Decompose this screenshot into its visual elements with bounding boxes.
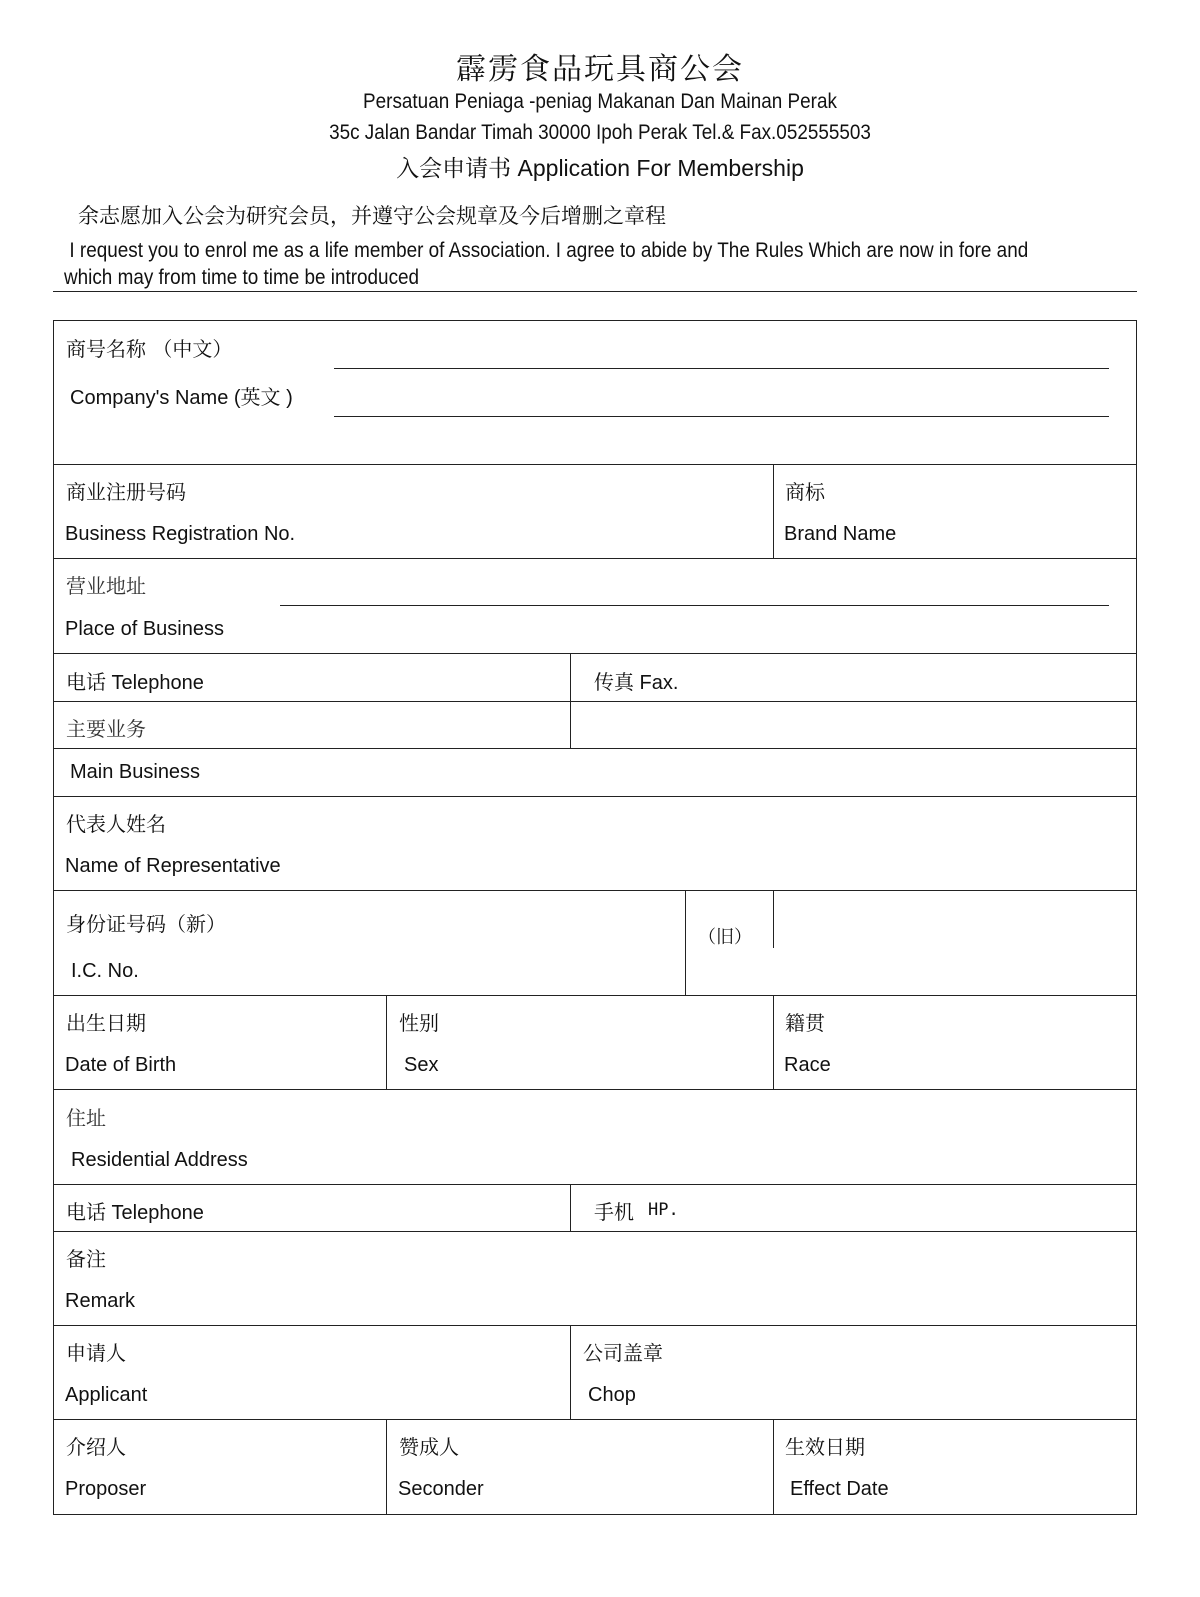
row-divider [54,1089,1136,1090]
remark-en-label: Remark [65,1290,136,1312]
sex-cn-label: 性别 [399,1011,439,1035]
effect-date-cn-label: 生效日期 [785,1435,865,1459]
row-divider [54,748,1136,749]
place-of-business-en-label: Place of Business [65,618,224,640]
date-of-birth-en-label: Date of Birth [65,1054,177,1076]
company-name-cn-line[interactable] [334,368,1109,369]
business-registration-cn-label: 商业注册号码 [66,480,186,504]
ic-new-cn-label: 身份证号码（新） [66,912,226,936]
seconder-en-label: Seconder [398,1478,484,1500]
row-divider [54,1419,1136,1420]
proposer-cn-label: 介绍人 [66,1435,126,1459]
col-divider [570,1325,571,1419]
brand-name-en-label: Brand Name [784,523,897,545]
col-divider [570,653,571,748]
row-divider [54,464,1136,465]
row-divider [54,796,1136,797]
row-divider [54,558,1136,559]
fax-label: 传真 Fax. [594,672,679,694]
representative-cn-label: 代表人姓名 [66,812,166,836]
col-divider [570,1184,571,1231]
applicant-cn-label: 申请人 [66,1341,126,1365]
business-telephone-label: 电话 Telephone [66,672,204,694]
residential-address-cn-label: 住址 [66,1106,106,1130]
business-registration-en-label: Business Registration No. [65,523,296,545]
company-name-cn-label: 商号名称 （中文） [66,337,233,361]
col-divider [386,995,387,1089]
proposer-en-label: Proposer [65,1478,147,1500]
row-divider [54,1231,1136,1232]
date-of-birth-cn-label: 出生日期 [66,1011,146,1035]
brand-name-cn-label: 商标 [785,480,825,504]
mobile-en-label: HP. [648,1200,679,1220]
header-divider [53,291,1137,292]
applicant-en-label: Applicant [65,1384,148,1406]
effect-date-en-label: Effect Date [790,1478,889,1500]
association-address: 35c Jalan Bandar Timah 30000 Ipoh Perak Tel.& Fax.052555503 [329,121,871,144]
main-business-cn-label: 主要业务 [66,717,146,741]
col-divider [773,890,774,948]
row-divider [54,653,1136,654]
form-title: 入会申请书 Application For Membership [396,155,804,181]
col-divider [773,995,774,1089]
company-name-en-label: Company's Name (英文 ) [70,387,293,409]
chop-en-label: Chop [588,1384,636,1406]
membership-form [53,320,1137,1515]
association-title-cn: 霹雳食品玩具商公会 [456,52,744,87]
race-en-label: Race [784,1054,831,1076]
place-of-business-cn-label: 营业地址 [66,574,146,598]
ic-no-en-label: I.C. No. [71,960,139,982]
representative-en-label: Name of Representative [65,855,281,877]
company-name-en-line[interactable] [334,416,1109,417]
chop-cn-label: 公司盖章 [583,1341,663,1365]
mobile-cn-label: 手机 [594,1200,634,1224]
association-name-malay: Persatuan Peniaga -peniag Makanan Dan Mainan Perak [363,90,837,113]
home-telephone-label: 电话 Telephone [66,1202,204,1224]
row-divider [54,701,1136,702]
col-divider [386,1419,387,1515]
row-divider [54,1325,1136,1326]
place-of-business-line[interactable] [280,605,1109,606]
declaration-cn: 余志愿加入公会为研究会员，并遵守公会规章及今后增删之章程 [78,204,666,228]
declaration-en: I request you to enrol me as a life member of Association. I agree to abide by The Rules Which are now in fore and which may from time to time be introduced [64,239,1029,289]
row-divider [54,1184,1136,1185]
row-divider [54,890,1136,891]
col-divider [773,1419,774,1515]
col-divider [773,464,774,558]
main-business-en-label: Main Business [70,761,201,783]
remark-cn-label: 备注 [66,1247,106,1271]
seconder-cn-label: 赞成人 [399,1435,459,1459]
ic-old-label: （旧） [698,927,752,948]
col-divider [685,890,686,995]
row-divider [54,995,1136,996]
race-cn-label: 籍贯 [785,1011,825,1035]
sex-en-label: Sex [404,1054,439,1076]
residential-address-en-label: Residential Address [71,1149,248,1171]
